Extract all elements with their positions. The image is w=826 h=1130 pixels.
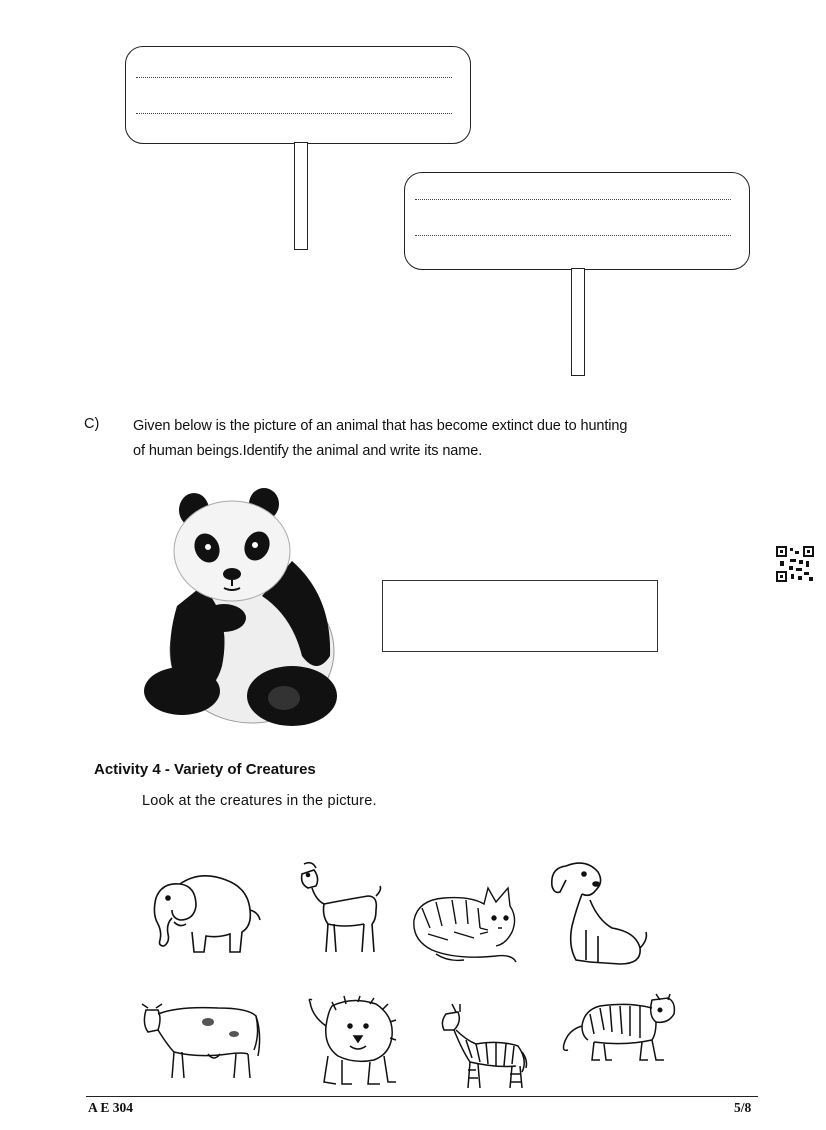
answer-line[interactable] bbox=[136, 77, 452, 78]
lion-icon bbox=[302, 996, 398, 1088]
zebra-icon bbox=[436, 1000, 530, 1092]
page-number: 5/8 bbox=[734, 1100, 752, 1115]
signboard-2 bbox=[404, 172, 750, 270]
dog-icon bbox=[546, 860, 650, 968]
animal-cat bbox=[408, 884, 520, 966]
question-text-line1: Given below is the picture of an animal that has become extinct due to hunting bbox=[133, 418, 628, 434]
elephant-icon bbox=[140, 866, 262, 958]
signboard-1 bbox=[125, 46, 471, 144]
answer-line[interactable] bbox=[415, 199, 731, 200]
cat-icon bbox=[408, 884, 520, 966]
answer-line[interactable] bbox=[136, 113, 452, 114]
activity-title: Activity 4 - Variety of Creatures bbox=[94, 761, 316, 778]
footer-rule bbox=[86, 1096, 758, 1097]
panda-picture bbox=[142, 486, 342, 734]
tiger-icon bbox=[560, 990, 678, 1064]
question-label: C) bbox=[84, 416, 100, 432]
panda-icon bbox=[142, 486, 342, 734]
animal-goat bbox=[294, 860, 384, 960]
animal-dog bbox=[546, 860, 650, 968]
qr-code-icon bbox=[776, 546, 814, 582]
exam-code: A E 304 bbox=[88, 1100, 134, 1115]
signboard-post-2 bbox=[571, 268, 585, 376]
answer-box[interactable] bbox=[382, 580, 658, 652]
animal-elephant bbox=[140, 866, 262, 958]
question-text-line2: of human beings.Identify the animal and write its name. bbox=[133, 443, 483, 459]
qr-code bbox=[776, 546, 814, 582]
signboard-post-1 bbox=[294, 142, 308, 250]
goat-icon bbox=[294, 860, 384, 960]
animal-tiger bbox=[560, 990, 678, 1064]
cow-icon bbox=[138, 994, 264, 1084]
animal-lion bbox=[302, 996, 398, 1088]
activity-instruction: Look at the creatures in the picture. bbox=[142, 793, 377, 809]
animal-cow bbox=[138, 994, 264, 1084]
animal-zebra bbox=[436, 1000, 530, 1092]
answer-line[interactable] bbox=[415, 235, 731, 236]
